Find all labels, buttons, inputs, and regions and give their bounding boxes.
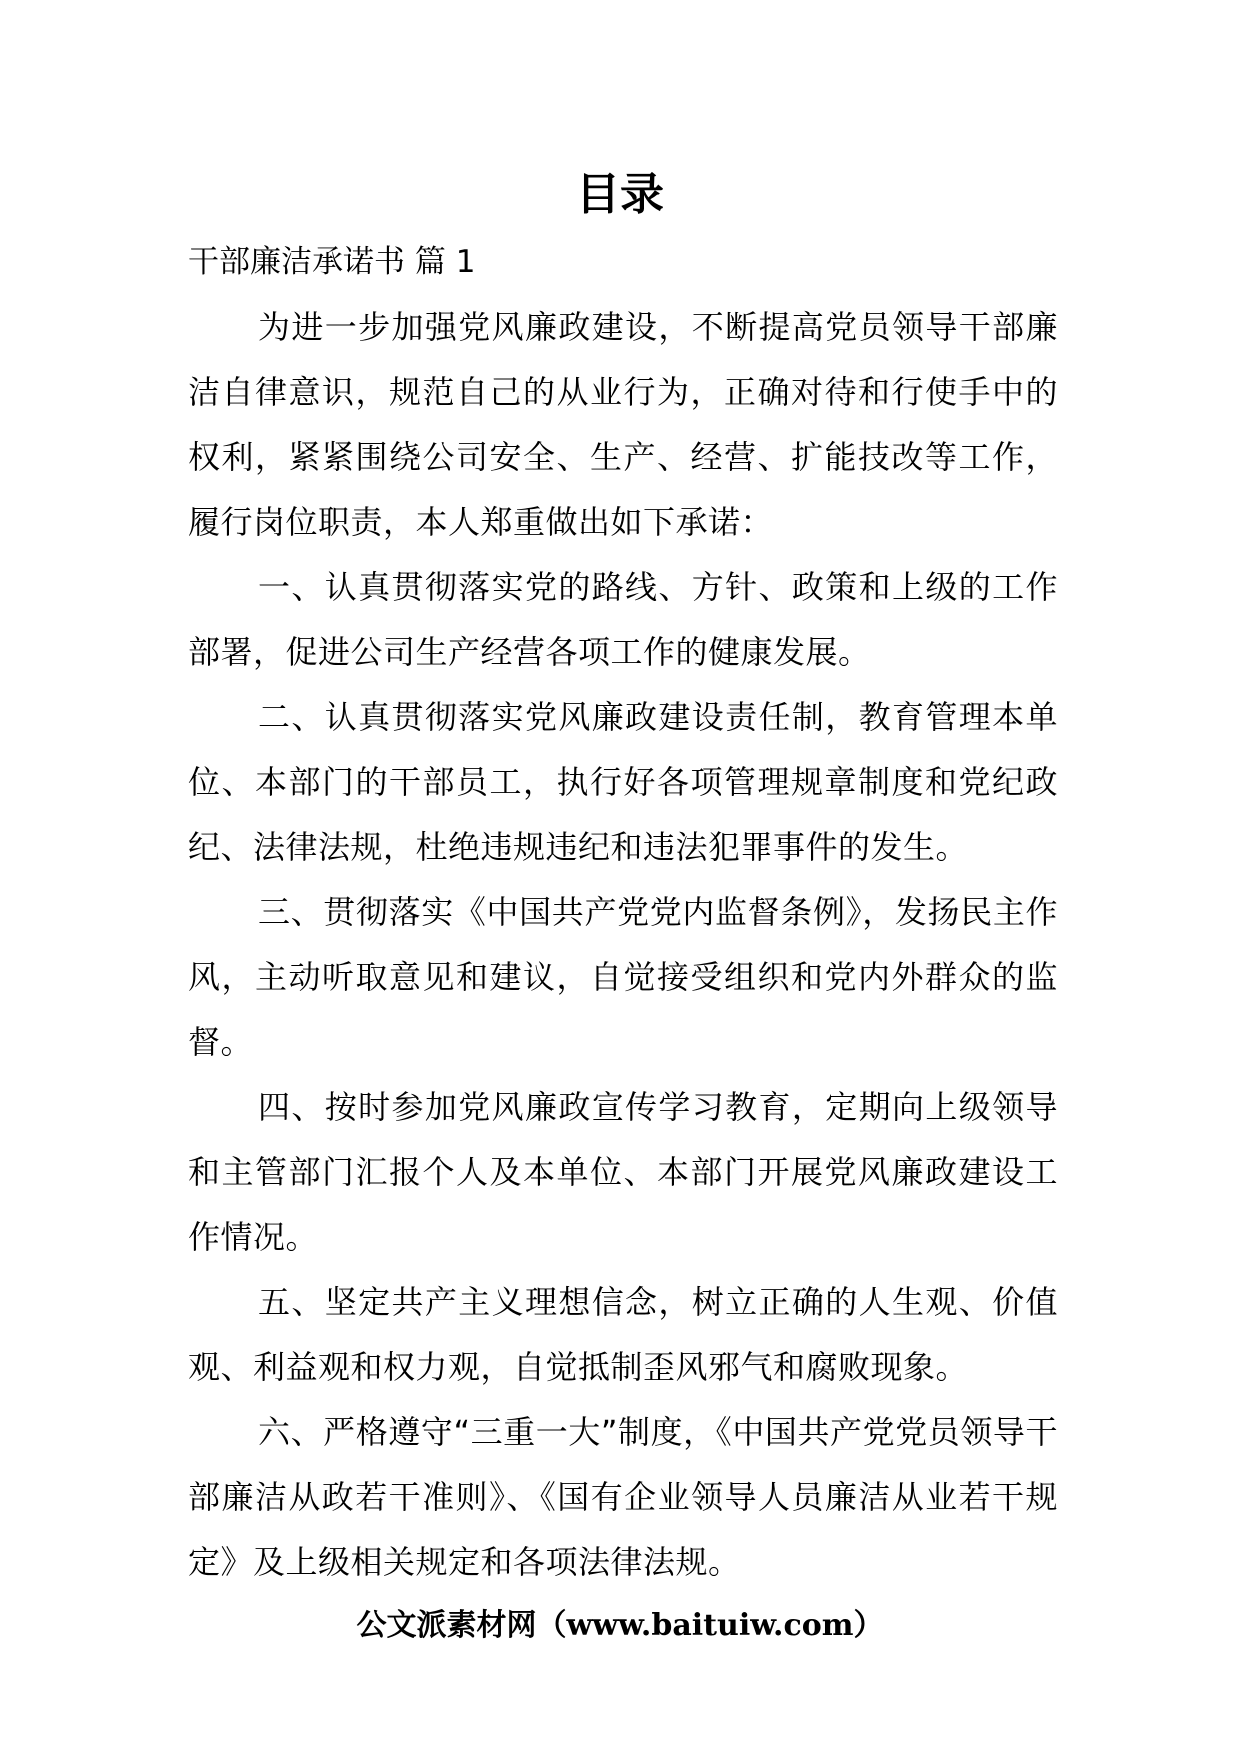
document-body [188, 295, 1058, 1595]
commitment-paragraph-1: 一、认真贯彻落实党的路线、方针、政策和上级的工作部署，促进公司生产经营各项工作的健康发展。 [188, 568, 1058, 671]
document-heading: 干部廉洁承诺书 篇 1 [188, 244, 476, 280]
commitment-paragraph-4: 四、按时参加党风廉政宣传学习教育，定期向上级领导和主管部门汇报个人及本单位、本部门开展党风廉政建设工作情况。 [188, 1088, 1058, 1256]
page-footer: 公文派素材网（www.baituiw.com） [356, 1608, 884, 1643]
page-title: 目录 [576, 169, 664, 220]
commitment-paragraph-5: 五、坚定共产主义理想信念，树立正确的人生观、价值观、利益观和权力观，自觉抵制歪风邪气和腐败现象。 [188, 1283, 1058, 1386]
intro-paragraph: 为进一步加强党风廉政建设，不断提高党员领导干部廉洁自律意识，规范自己的从业行为，正确对待和行使手中的权利，紧紧围绕公司安全、生产、经营、扩能技改等工作，履行岗位职责，本人郑重做出如下承诺： [188, 308, 1058, 541]
commitment-paragraph-6: 六、严格遵守“三重一大”制度，《中国共产党党员领导干部廉洁从政若干准则》、《国有企业领导人员廉洁从业若干规定》及上级相关规定和各项法律法规。 [188, 1413, 1058, 1581]
commitment-paragraph-2: 二、认真贯彻落实党风廉政建设责任制，教育管理本单位、本部门的干部员工，执行好各项管理规章制度和党纪政纪、法律法规，杜绝违规违纪和违法犯罪事件的发生。 [188, 698, 1058, 866]
commitment-paragraph-3: 三、贯彻落实《中国共产党党内监督条例》，发扬民主作风，主动听取意见和建议，自觉接受组织和党内外群众的监督。 [188, 893, 1058, 1061]
